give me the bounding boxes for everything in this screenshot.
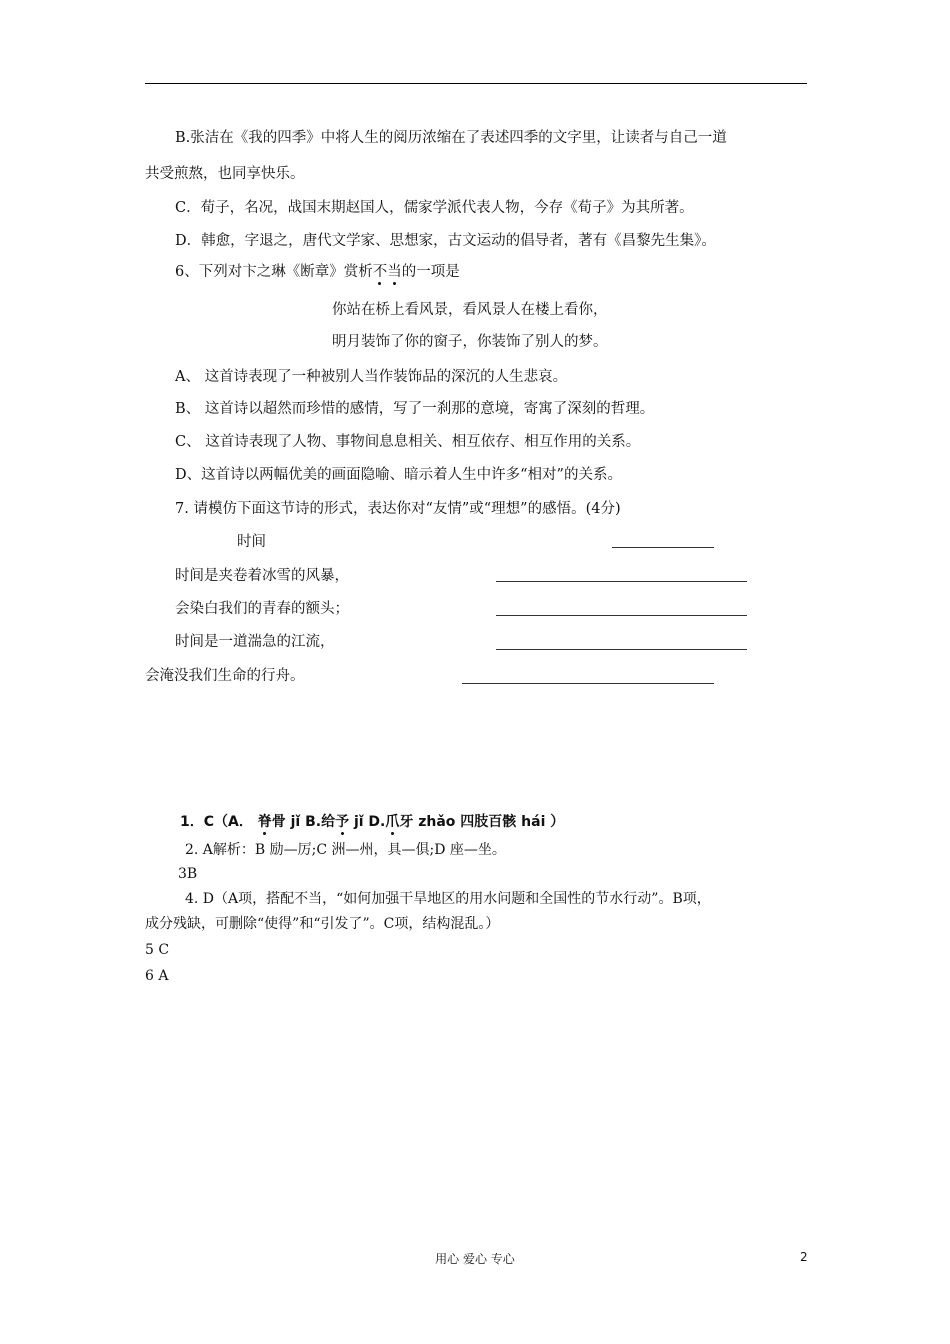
answer-blank-4[interactable] [462, 683, 714, 684]
answer-1-prefix: 1．C（A． [180, 814, 253, 830]
question-6 [175, 262, 460, 282]
answer-blank-2[interactable] [496, 615, 747, 616]
q7-poem-line-4: 会淹没我们生命的行舟。 [145, 668, 305, 684]
q6-option-d: D、这首诗以两幅优美的画面隐喻、暗示着人生中许多“相对”的关系。 [175, 467, 622, 483]
option-b-line-2: 共受煎熬，也同享快乐。 [145, 166, 305, 182]
answer-1-dotted-1: 脊 [257, 814, 272, 830]
answer-1 [180, 812, 564, 832]
q6-option-c: C、 这首诗表现了人物、事物间息息相关、相互依存、相互作用的关系。 [175, 434, 641, 450]
poem-line-2: 明月装饰了你的窗子，你装饰了别人的梦。 [332, 334, 608, 350]
answer-1-mid-1: 骨 jǐ B.给 [271, 814, 336, 830]
header-rule [145, 83, 807, 84]
option-c: C．荀子，名况，战国末期赵国人，儒家学派代表人物，今存《荀子》为其所著。 [175, 200, 694, 216]
answer-blank-3[interactable] [496, 649, 747, 650]
page-footer: 用心 爱心 专心 [435, 1252, 515, 1266]
option-b-line-1: B.张洁在《我的四季》中将人生的阅历浓缩在了表述四季的文字里，让读者与自己一道 [175, 130, 727, 146]
option-d: D．韩愈，字退之，唐代文学家、思想家，古文运动的倡导者，著有《昌黎先生集》。 [175, 233, 716, 249]
question-7: 7. 请模仿下面这节诗的形式，表达你对“友情”或“理想”的感悟。(4分) [175, 501, 621, 517]
q6-option-b: B、 这首诗以超然而珍惜的感情，写了一刹那的意境，寄寓了深刻的哲理。 [175, 401, 655, 417]
emphasis-char-1: 不 [372, 264, 388, 280]
answer-1-mid-2: jǐ D. [353, 814, 386, 830]
answer-1-dotted-2: 予 [335, 814, 350, 830]
answer-1-dotted-3: 爪 [385, 814, 400, 830]
answer-5: 5 C [145, 942, 170, 958]
page-number: 2 [800, 1250, 808, 1264]
poem-line-1: 你站在桥上看风景，看风景人在楼上看你， [332, 302, 608, 318]
question-6-suffix: 的一项是 [401, 264, 460, 280]
q7-poem-line-2: 会染白我们的青春的额头； [175, 601, 349, 617]
answer-2: 2. A解析：B 励—厉;C 洲—州，具—俱;D 座—坐。 [185, 842, 506, 858]
emphasis-char-2: 当 [387, 264, 402, 280]
q6-option-a: A、 这首诗表现了一种被别人当作装饰品的深沉的人生悲哀。 [175, 369, 568, 385]
answer-6: 6 A [145, 968, 169, 984]
answer-3: 3B [178, 866, 198, 882]
q7-poem-line-1: 时间是夹卷着冰雪的风暴， [175, 568, 349, 584]
q7-poem-title: 时间 [237, 534, 266, 550]
q7-poem-line-3: 时间是一道湍急的江流， [175, 634, 335, 650]
answer-blank-1[interactable] [496, 581, 747, 582]
question-6-prefix: 6、下列对卞之琳《断章》赏析 [175, 264, 373, 280]
answer-blank-title[interactable] [612, 547, 714, 548]
answer-4-line-1: 4. D（A项，搭配不当，“如何加强干旱地区的用水问题和全国性的节水行动”。B项， [185, 891, 711, 907]
answer-1-suffix: 牙 zhǎo 四肢百骸 hái ） [399, 814, 565, 830]
answer-4-line-2: 成分残缺，可删除“使得”和“引发了”。C项，结构混乱。） [145, 916, 500, 932]
